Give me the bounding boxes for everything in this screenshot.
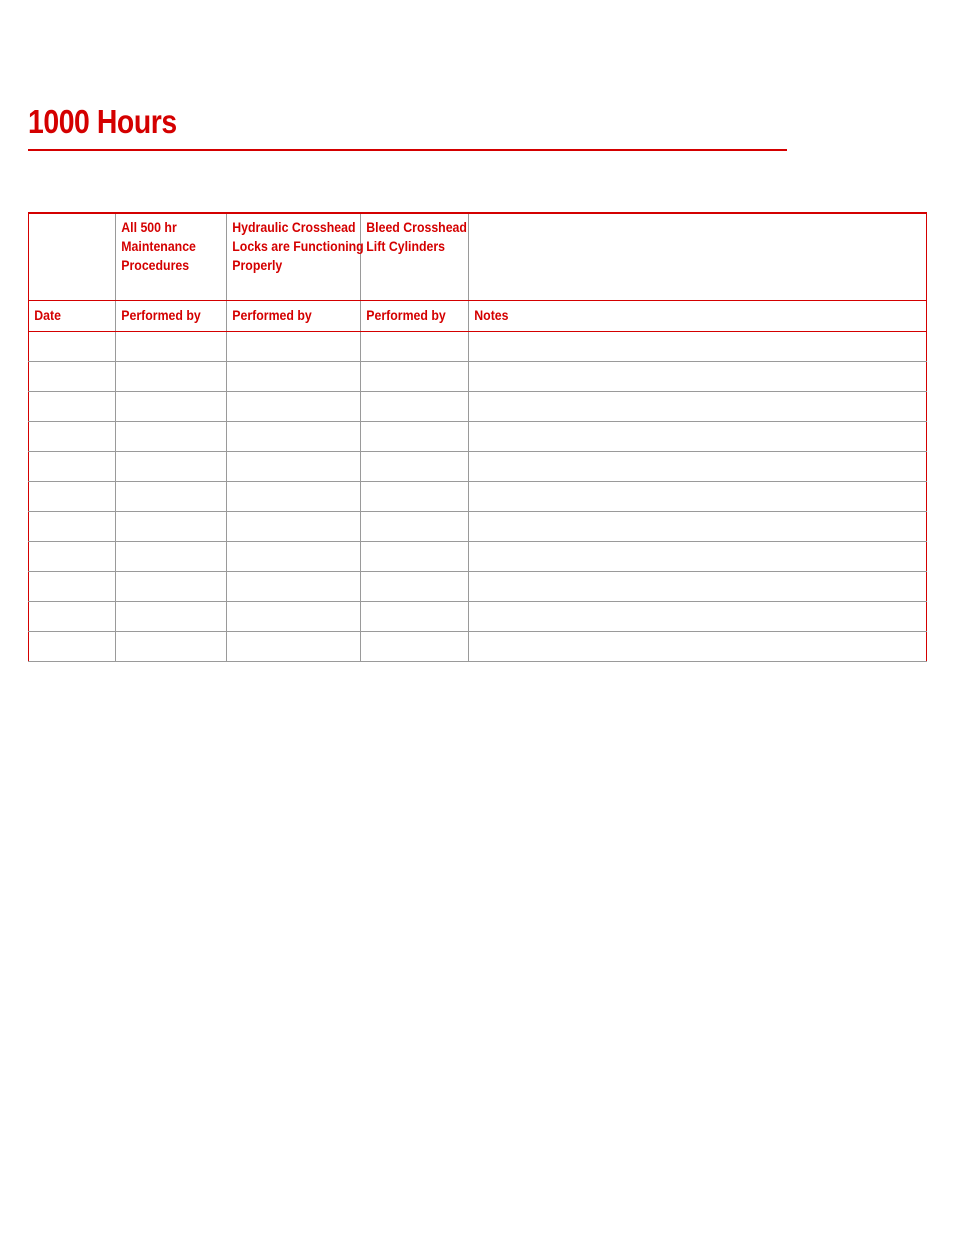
performed-by-cell[interactable] xyxy=(116,452,227,482)
column-label-cell xyxy=(361,301,469,332)
performed-by-cell[interactable] xyxy=(227,542,361,572)
performed-by-cell[interactable] xyxy=(361,572,469,602)
notes-cell[interactable] xyxy=(469,512,927,542)
performed-by-cell[interactable] xyxy=(227,512,361,542)
date-cell[interactable] xyxy=(29,422,116,452)
maintenance-log-table xyxy=(28,212,927,662)
date-cell[interactable] xyxy=(29,362,116,392)
performed-by-cell[interactable] xyxy=(116,332,227,362)
performed-by-cell[interactable] xyxy=(227,452,361,482)
notes-cell[interactable] xyxy=(469,362,927,392)
performed-by-cell[interactable] xyxy=(227,632,361,662)
performed-by-cell[interactable] xyxy=(361,452,469,482)
table-row xyxy=(29,512,927,542)
date-column-label: Date xyxy=(34,307,61,323)
table-row xyxy=(29,632,927,662)
performed-by-label: Performed by xyxy=(232,307,312,323)
column-label-row xyxy=(29,301,927,332)
performed-by-cell[interactable] xyxy=(361,602,469,632)
task-crosshead-locks: Hydraulic Crosshead Locks are Functioning Properly xyxy=(232,219,364,273)
notes-cell[interactable] xyxy=(469,572,927,602)
date-cell[interactable] xyxy=(29,332,116,362)
date-cell[interactable] xyxy=(29,482,116,512)
performed-by-cell[interactable] xyxy=(361,422,469,452)
performed-by-cell[interactable] xyxy=(116,482,227,512)
notes-cell[interactable] xyxy=(469,452,927,482)
table-row xyxy=(29,392,927,422)
date-cell[interactable] xyxy=(29,572,116,602)
notes-cell[interactable] xyxy=(469,332,927,362)
notes-cell[interactable] xyxy=(469,422,927,452)
performed-by-cell[interactable] xyxy=(361,632,469,662)
table-row xyxy=(29,362,927,392)
performed-by-cell[interactable] xyxy=(116,392,227,422)
performed-by-label: Performed by xyxy=(366,307,446,323)
performed-by-cell[interactable] xyxy=(116,572,227,602)
task-header-cell xyxy=(116,213,227,301)
performed-by-cell[interactable] xyxy=(227,602,361,632)
performed-by-cell[interactable] xyxy=(227,392,361,422)
notes-cell[interactable] xyxy=(469,392,927,422)
performed-by-cell[interactable] xyxy=(116,542,227,572)
performed-by-cell[interactable] xyxy=(227,572,361,602)
task-header-notes-blank xyxy=(469,214,937,218)
performed-by-cell[interactable] xyxy=(361,362,469,392)
task-header-cell xyxy=(361,213,469,301)
performed-by-cell[interactable] xyxy=(116,422,227,452)
table-row xyxy=(29,332,927,362)
table-row xyxy=(29,452,927,482)
performed-by-cell[interactable] xyxy=(361,512,469,542)
task-500hr-procedures: All 500 hr Maintenance Procedures xyxy=(121,219,196,273)
performed-by-cell[interactable] xyxy=(227,332,361,362)
performed-by-cell[interactable] xyxy=(361,332,469,362)
date-cell[interactable] xyxy=(29,452,116,482)
performed-by-cell[interactable] xyxy=(116,362,227,392)
notes-cell[interactable] xyxy=(469,602,927,632)
performed-by-cell[interactable] xyxy=(361,542,469,572)
date-cell[interactable] xyxy=(29,392,116,422)
task-header-cell xyxy=(227,213,364,301)
table-row xyxy=(29,422,927,452)
column-label-cell xyxy=(116,301,227,332)
date-cell[interactable] xyxy=(29,602,116,632)
table-row xyxy=(29,602,927,632)
performed-by-cell[interactable] xyxy=(361,482,469,512)
notes-cell[interactable] xyxy=(469,632,927,662)
date-cell[interactable] xyxy=(29,542,116,572)
performed-by-label: Performed by xyxy=(121,307,201,323)
date-cell[interactable] xyxy=(29,512,116,542)
task-header-blank xyxy=(29,214,121,218)
notes-column-label: Notes xyxy=(474,307,509,323)
column-label-cell xyxy=(227,301,361,332)
performed-by-cell[interactable] xyxy=(361,392,469,422)
column-label-cell xyxy=(469,301,927,332)
notes-cell[interactable] xyxy=(469,542,927,572)
task-header-cell xyxy=(29,213,116,301)
task-bleed-lift-cylinders: Bleed Crosshead Lift Cylinders xyxy=(366,219,467,254)
table-row xyxy=(29,482,927,512)
performed-by-cell[interactable] xyxy=(227,482,361,512)
title-divider xyxy=(28,149,787,151)
performed-by-cell[interactable] xyxy=(227,422,361,452)
performed-by-cell[interactable] xyxy=(116,602,227,632)
task-header-cell xyxy=(469,213,927,301)
performed-by-cell[interactable] xyxy=(116,512,227,542)
page-title: 1000 Hours xyxy=(28,103,177,140)
table-row xyxy=(29,572,927,602)
table-row xyxy=(29,542,927,572)
performed-by-cell[interactable] xyxy=(227,362,361,392)
date-cell[interactable] xyxy=(29,632,116,662)
column-label-cell xyxy=(29,301,116,332)
notes-cell[interactable] xyxy=(469,482,927,512)
performed-by-cell[interactable] xyxy=(116,632,227,662)
task-header-row xyxy=(29,213,927,301)
